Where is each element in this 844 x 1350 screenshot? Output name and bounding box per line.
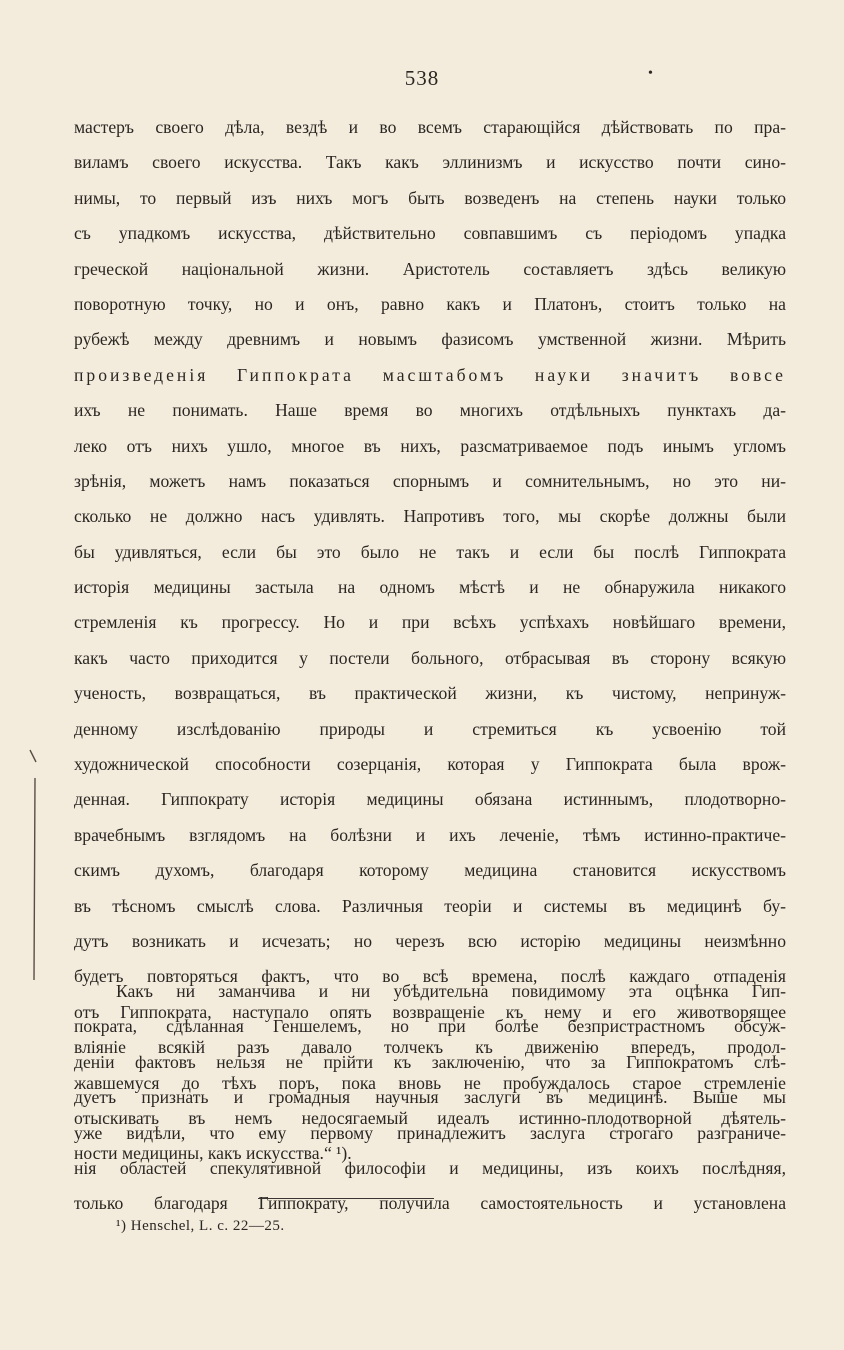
print-dot-mark: • [648, 66, 653, 81]
text-line: сколько не должно насъ удивлять. Напротивъ того, мы скорѣе должны были [74, 506, 786, 527]
text-line: жавшемуся до тѣхъ поръ, пока вновь не пробуждалось старое стремленіе [74, 1072, 786, 1093]
text-line: ученость, возвращаться, въ практической жизни, къ чистому, непринуж- [74, 683, 786, 704]
text-line: врачебнымъ взглядомъ на болѣзни и ихъ леченіе, тѣмъ истинно-практиче- [74, 824, 786, 845]
text-line: деніи фактовъ нельзя не прійти къ заключенію, что за Гиппократомъ слѣ- [74, 1051, 786, 1072]
footnote-divider [258, 1198, 434, 1199]
text-line: ихъ не понимать. Наше время во многихъ отдѣльныхъ пунктахъ да- [74, 400, 786, 421]
text-line: пократа, сдѣланная Геншелемъ, но при болѣе безпристрастномъ обсуж- [74, 1016, 786, 1037]
text-line: бы удивляться, если бы это было не такъ и если бы послѣ Гиппократа [74, 541, 786, 562]
text-line: зрѣнія, можетъ намъ показаться спорнымъ и сомнительнымъ, но это ни- [74, 470, 786, 491]
page-number: 538 [404, 66, 440, 90]
text-line: отыскивать въ немъ недосягаемый идеалъ истинно-плодотворной дѣятель- [74, 1107, 786, 1128]
text-line: мастеръ своего дѣла, вездѣ и во всемъ старающійся дѣйствовать по пра- [74, 117, 786, 137]
text-line-spaced: произведенія Гиппократа масштабомъ науки значитъ вовсе [74, 364, 786, 385]
text-line: скимъ духомъ, благодаря которому медицина становится искусствомъ [74, 860, 786, 881]
text-line: денная. Гиппократу исторія медицины обязана истиннымъ, плодотворно- [74, 789, 786, 810]
text-line: исторія медицины застыла на одномъ мѣстѣ и не обнаружила никакого [74, 577, 786, 598]
text-line: уже видѣли, что ему первому принадлежитъ заслуга строгаго разграниче- [74, 1122, 786, 1143]
text-line: только благодаря Гиппократу, получила самостоятельность и установлена [74, 1193, 786, 1214]
text-line: съ упадкомъ искусства, дѣйствительно совпавшимъ съ періодомъ упадка [74, 223, 786, 244]
text-line: въ тѣсномъ смыслѣ слова. Различныя теоріи и системы въ медицинѣ бу- [74, 895, 786, 916]
text-line: леко отъ нихъ ушло, многое въ нихъ, разсматриваемое подъ инымъ угломъ [74, 435, 786, 456]
text-line: дутъ возникать и исчезать; но черезъ всю исторію медицины неизмѣнно [74, 930, 786, 951]
text-line: греческой національной жизни. Аристотель составляетъ здѣсь великую [74, 258, 786, 279]
text-line: отъ Гиппократа, наступало опять возвращеніе къ нему и его животворящее [74, 1001, 786, 1022]
text-line: рубежѣ между древнимъ и новымъ фазисомъ умственной жизни. Мѣрить [74, 329, 786, 350]
text-line: стремленія къ прогрессу. Но и при всѣхъ успѣхахъ новѣйшаго времени, [74, 612, 786, 633]
text-line: нія областей спекулятивной философіи и медицины, изъ коихъ послѣдняя, [74, 1157, 786, 1178]
text-line: будетъ повторяться фактъ, что во всѣ времена, послѣ каждаго отпаденія [74, 966, 786, 987]
text-line-indent: Какъ ни заманчива и ни убѣдительна повидимому эта оцѣнка Гип- [116, 981, 786, 1001]
margin-pencil-mark [28, 748, 42, 980]
text-line: художнической способности созерцанія, которая у Гиппократа была врож- [74, 754, 786, 775]
text-line-last: ности медицины, какъ искусства.“ ¹). [74, 1143, 352, 1164]
text-line: денному изслѣдованію природы и стремиться къ усвоенію той [74, 718, 786, 739]
text-line: нимы, то первый изъ нихъ могъ быть возведенъ на степень науки только [74, 187, 786, 208]
text-line: вліяніе всякій разъ давало толчекъ къ движенію впередъ, продол- [74, 1037, 786, 1058]
text-line: дуетъ признать и громадныя научныя заслуги въ медицинѣ. Выше мы [74, 1087, 786, 1108]
footnote: ¹) Henschel, L. c. 22—25. [116, 1218, 285, 1234]
text-line: виламъ своего искусства. Такъ какъ эллинизмъ и искусство почти сино- [74, 152, 786, 173]
text-line: какъ часто приходится у постели больного, отбрасывая въ сторону всякую [74, 647, 786, 668]
text-line: поворотную точку, но и онъ, равно какъ и Платонъ, стоитъ только на [74, 293, 786, 314]
paragraph-2 [74, 974, 786, 1222]
